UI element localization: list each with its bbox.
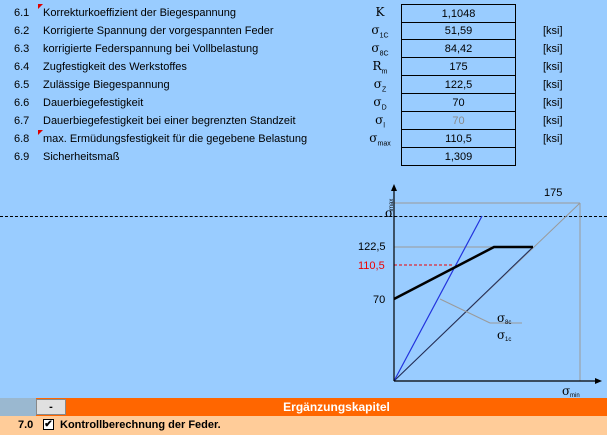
- row-label: Zulässige Biegespannung: [43, 79, 170, 91]
- row-symbol-sub: Z: [381, 86, 387, 94]
- parameter-row: [0, 130, 607, 148]
- row-symbol-sub: 1C: [379, 32, 389, 40]
- row-symbol-sub: 8C: [379, 50, 389, 58]
- fatigue-diagram: [340, 176, 607, 398]
- row-symbol-main: σ: [375, 113, 384, 127]
- row-label: Zugfestigkeit des Werkstoffes: [43, 61, 187, 73]
- row-symbol: [360, 59, 400, 75]
- row-unit: [ksi]: [543, 79, 563, 91]
- label-122-5: 122,5: [358, 241, 386, 253]
- row-label: max. Ermüdungsfestigkeit für die gegebene Belastung: [43, 133, 308, 145]
- control-checkbox[interactable]: ✔: [44, 419, 53, 430]
- row-symbol: [360, 113, 400, 129]
- row-unit: [ksi]: [543, 115, 563, 127]
- row-label: Korrigierte Spannung der vorgespannten Feder: [43, 25, 274, 37]
- label-110-5: 110,5: [358, 260, 385, 272]
- row-unit: [ksi]: [543, 43, 563, 55]
- footer-number: 7.0: [18, 419, 34, 431]
- row-symbol-main: σ: [373, 95, 382, 109]
- comment-marker-icon: [38, 130, 43, 135]
- row-value-cell[interactable]: 70: [401, 94, 516, 112]
- y-axis-label: σ: [385, 206, 394, 220]
- parameter-row: [0, 94, 607, 112]
- row-value-cell[interactable]: 70: [401, 112, 516, 130]
- row-number: 6.9: [14, 151, 30, 163]
- footer-label: Kontrollberechnung der Feder.: [60, 419, 221, 431]
- row-unit: [ksi]: [543, 61, 563, 73]
- row-number: 6.5: [14, 79, 30, 91]
- row-symbol: [360, 131, 400, 147]
- footer-row: [0, 416, 607, 435]
- row-number: 6.7: [14, 115, 30, 127]
- parameter-row: [0, 148, 607, 166]
- row-symbol-sub: max: [377, 140, 391, 148]
- row-symbol-main: R: [372, 59, 382, 73]
- row-symbol-sub: D: [381, 104, 387, 112]
- row-symbol-main: σ: [371, 41, 380, 55]
- row-label: Sicherheitsmaß: [43, 151, 120, 163]
- legend-sigma-8c-sub: 8c: [505, 320, 512, 326]
- row-label: korrigierte Federspannung bei Vollbelastung: [43, 43, 259, 55]
- row-label: Korrekturkoeffizient der Biegespannung: [43, 7, 237, 19]
- row-symbol: [360, 95, 400, 111]
- row-unit: [ksi]: [543, 25, 563, 37]
- row-label: Dauerbiegefestigkeit bei einer begrenzten Standzeit: [43, 115, 296, 127]
- row-value-cell[interactable]: 1,309: [401, 148, 516, 166]
- row-symbol-main: σ: [373, 77, 382, 91]
- row-value-cell[interactable]: 51,59: [401, 22, 516, 40]
- row-symbol-sub: m: [381, 68, 388, 76]
- legend-sigma-1c-sub: 1c: [505, 337, 512, 343]
- y-axis-label-sub: max: [389, 198, 395, 210]
- row-symbol: [360, 77, 400, 93]
- row-symbol: [360, 5, 400, 21]
- x-axis-label-sub: min: [570, 393, 580, 398]
- parameter-row: [0, 40, 607, 58]
- section-title: Ergänzungskapitel: [283, 400, 390, 414]
- row-symbol: [360, 23, 400, 39]
- row-number: 6.8: [14, 133, 30, 145]
- x-axis-label: σ: [562, 384, 571, 398]
- row-value-cell[interactable]: 122,5: [401, 76, 516, 94]
- row-value-cell[interactable]: 110,5: [401, 130, 516, 148]
- parameter-row: [0, 58, 607, 76]
- row-number: 6.1: [14, 7, 30, 19]
- row-number: 6.2: [14, 25, 30, 37]
- row-number: 6.3: [14, 43, 30, 55]
- row-value-cell[interactable]: 1,1048: [401, 4, 516, 23]
- row-label: Dauerbiegefestigkeit: [43, 97, 144, 109]
- row-value-cell[interactable]: 84,42: [401, 40, 516, 58]
- label-175: 175: [544, 187, 563, 199]
- label-70: 70: [373, 294, 386, 306]
- row-unit: [ksi]: [543, 97, 563, 109]
- parameter-row: [0, 22, 607, 40]
- row-symbol-main: σ: [369, 131, 378, 145]
- comment-marker-icon: [38, 4, 43, 9]
- parameter-row: [0, 112, 607, 130]
- row-symbol-main: K: [375, 5, 385, 19]
- row-value-cell[interactable]: 175: [401, 58, 516, 76]
- parameter-row: [0, 4, 607, 22]
- row-symbol-main: σ: [371, 23, 380, 37]
- row-unit: [ksi]: [543, 133, 563, 145]
- collapse-button[interactable]: -: [36, 399, 66, 415]
- legend-sigma-1c: σ: [497, 328, 506, 342]
- row-symbol: [360, 41, 400, 57]
- section-bar-left: [0, 398, 36, 416]
- section-bar: [0, 398, 607, 416]
- parameter-row: [0, 76, 607, 94]
- row-symbol-sub: l: [383, 122, 385, 130]
- row-number: 6.4: [14, 61, 30, 73]
- row-number: 6.6: [14, 97, 30, 109]
- legend-sigma-8c: σ: [497, 311, 506, 325]
